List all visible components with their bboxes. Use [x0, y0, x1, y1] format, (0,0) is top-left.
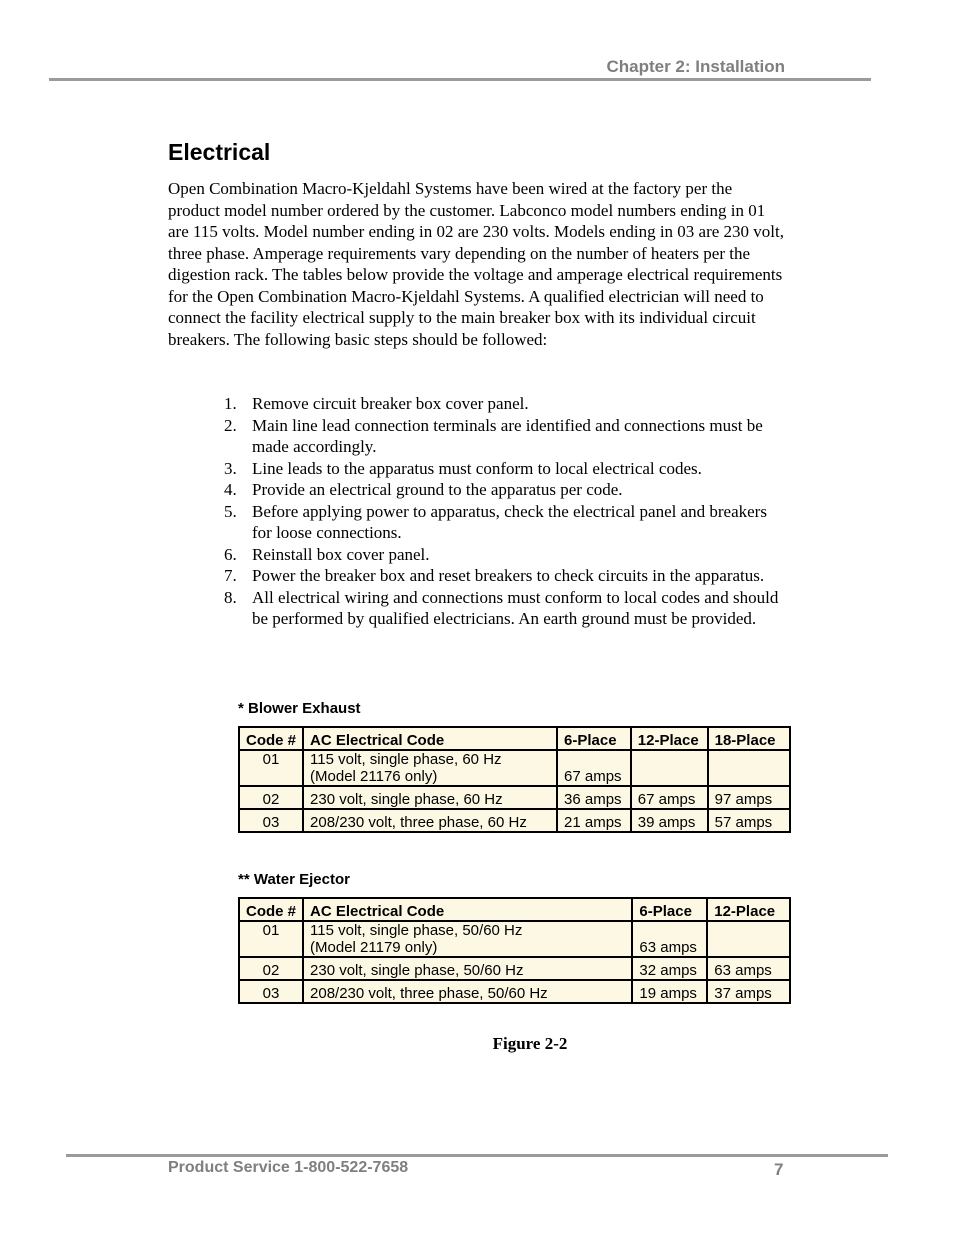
step-text: Provide an electrical ground to the apparatus per code.: [252, 480, 623, 499]
col-header-code: Code #: [239, 898, 303, 921]
step-text: Before applying power to apparatus, check the electrical panel and breakers for loose connections.: [252, 501, 767, 542]
footer-rule: [66, 1154, 888, 1157]
amps-6-place: 21 amps: [557, 809, 631, 832]
amps-12-place: 63 amps: [707, 957, 790, 980]
code-cell: 02: [239, 957, 303, 980]
col-header-6-place: 6-Place: [557, 727, 631, 750]
ac-code-cell: 208/230 volt, three phase, 50/60 Hz: [303, 980, 632, 1003]
col-header-12-place: 12-Place: [707, 898, 790, 921]
list-item: [224, 415, 784, 458]
list-item: [224, 479, 784, 501]
intro-paragraph: Open Combination Macro-Kjeldahl Systems have been wired at the factory per the product model number ordered by the customer. Labconco model numbers ending in 01 are 115 volts. Model number ending in 02 are 230 volts. Models ending in 03 are 230 volt, three phase. Amperage requirements vary depending on the number of heaters per the digestion rack. The tables below provide the voltage and amperage electrical requirements for the Open Combination Macro-Kjeldahl Systems. A qualified electrician will need to connect the facility electrical supply to the main breaker box with its individual circuit breakers. The following basic steps should be followed:: [168, 179, 784, 349]
list-item: [224, 501, 784, 544]
ac-code-cell: 230 volt, single phase, 60 Hz: [303, 786, 557, 809]
amps-6-place: 63 amps: [632, 921, 707, 957]
step-number: 8.: [224, 587, 237, 607]
section-title: Electrical: [168, 139, 271, 165]
amps-12-place: [631, 750, 708, 786]
step-text: Main line lead connection terminals are identified and connections must be made accordingly.: [252, 415, 763, 456]
step-number: 2.: [224, 415, 237, 435]
step-number: 3.: [224, 458, 237, 478]
amps-12-place: 39 amps: [631, 809, 708, 832]
table-row: [239, 809, 790, 832]
col-header-ac-code: AC Electrical Code: [303, 727, 557, 750]
table-row: [239, 921, 790, 957]
amps-6-place: 19 amps: [632, 980, 707, 1003]
amps-6-place: 32 amps: [632, 957, 707, 980]
table-header-row: [239, 727, 790, 750]
footer-service-phone: Product Service 1-800-522-7658: [168, 1159, 409, 1176]
amps-12-place: 67 amps: [631, 786, 708, 809]
header-rule: [49, 78, 871, 81]
amps-18-place: 97 amps: [708, 786, 790, 809]
blower-table-title: * Blower Exhaust: [238, 700, 361, 717]
amps-12-place: 37 amps: [707, 980, 790, 1003]
col-header-12-place: 12-Place: [631, 727, 708, 750]
step-text: Remove circuit breaker box cover panel.: [252, 394, 529, 413]
ac-code-cell: 230 volt, single phase, 50/60 Hz: [303, 957, 632, 980]
chapter-header: Chapter 2: Installation: [606, 57, 785, 76]
ac-code-cell: 208/230 volt, three phase, 60 Hz: [303, 809, 557, 832]
amps-12-place: [707, 921, 790, 957]
table-row: [239, 786, 790, 809]
step-text: Power the breaker box and reset breakers to check circuits in the apparatus.: [252, 566, 765, 585]
step-number: 5.: [224, 501, 237, 521]
table-row: [239, 980, 790, 1003]
water-table-title: ** Water Ejector: [238, 871, 350, 888]
col-header-ac-code: AC Electrical Code: [303, 898, 632, 921]
step-text: Line leads to the apparatus must conform to local electrical codes.: [252, 458, 702, 478]
ac-code-note: (Model 21179 only): [310, 939, 438, 956]
code-cell: 01: [239, 750, 303, 786]
amps-18-place: [708, 750, 790, 786]
list-item: [224, 565, 784, 587]
ac-code-line: 115 volt, single phase, 50/60 Hz: [310, 922, 523, 939]
amps-18-place: 57 amps: [708, 809, 790, 832]
amps-6-place: 67 amps: [557, 750, 631, 786]
col-header-code: Code #: [239, 727, 303, 750]
col-header-6-place: 6-Place: [632, 898, 707, 921]
table-header-row: [239, 898, 790, 921]
col-header-18-place: 18-Place: [708, 727, 790, 750]
page-number: 7: [774, 1160, 784, 1179]
step-text: Reinstall box cover panel.: [252, 544, 430, 564]
code-cell: 01: [239, 921, 303, 957]
step-number: 7.: [224, 566, 237, 585]
list-item: [224, 587, 784, 630]
list-item: [224, 544, 784, 566]
amps-6-place: 36 amps: [557, 786, 631, 809]
ac-code-cell: [303, 921, 632, 957]
table-row: [239, 750, 790, 786]
ac-code-line: 115 volt, single phase, 60 Hz: [310, 751, 502, 768]
ac-code-note: (Model 21176 only): [310, 768, 438, 785]
list-item: [224, 458, 784, 480]
step-number: 6.: [224, 544, 237, 564]
code-cell: 02: [239, 786, 303, 809]
step-text: All electrical wiring and connections must conform to local codes and should be performed by qualified electricians. An earth ground must be provided.: [252, 587, 779, 628]
figure-caption: Figure 2-2: [492, 1034, 568, 1053]
water-ejector-table: [238, 897, 791, 1004]
step-number: 4.: [224, 480, 237, 499]
code-cell: 03: [239, 809, 303, 832]
blower-exhaust-table: [238, 726, 791, 833]
step-number: 1.: [224, 394, 237, 413]
table-row: [239, 957, 790, 980]
steps-list: [224, 393, 784, 630]
ac-code-cell: [303, 750, 557, 786]
list-item: [224, 393, 784, 415]
code-cell: 03: [239, 980, 303, 1003]
